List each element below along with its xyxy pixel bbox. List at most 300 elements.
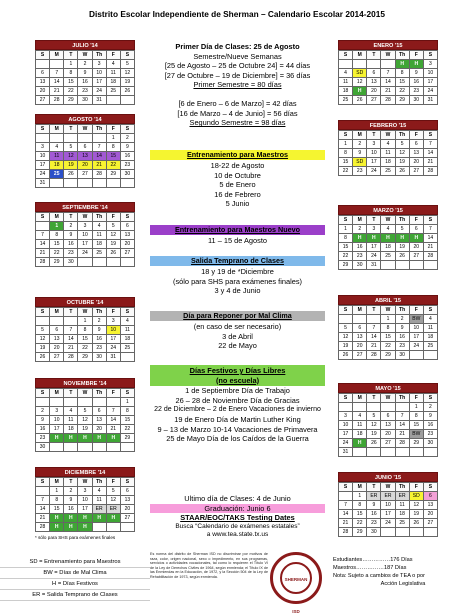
- day-cell: 29: [395, 96, 409, 105]
- day-cell: 16: [409, 78, 423, 87]
- day-cell: H: [50, 514, 64, 523]
- day-cell: 13: [423, 501, 437, 510]
- day-cell: 19: [395, 158, 409, 167]
- weekday-header: M: [353, 306, 367, 315]
- month-grid: [35, 307, 135, 362]
- day-cell: 1: [64, 60, 78, 69]
- day-cell: 27: [367, 96, 381, 105]
- day-cell: 6: [353, 324, 367, 333]
- weekday-header: T: [64, 308, 78, 317]
- day-cell: 1: [50, 222, 64, 231]
- day-cell: 30: [92, 353, 106, 362]
- day-cell: 29: [409, 439, 423, 448]
- legend-item: ER = Salida Temprano de Clases: [0, 590, 150, 601]
- day-cell: [78, 443, 92, 452]
- day-cell: 20: [92, 425, 106, 434]
- day-cell: 1: [409, 403, 423, 412]
- day-cell: 18: [106, 78, 120, 87]
- day-cell: 20: [409, 158, 423, 167]
- day-cell: [78, 258, 92, 267]
- day-cell: 7: [64, 326, 78, 335]
- students-days: Estudiantes……………176 Días: [333, 557, 413, 563]
- teacher-training-heading: Entrenamiento para Maestros: [150, 150, 325, 160]
- training-date: 5 de Enero: [219, 180, 256, 190]
- weekday-header: S: [423, 51, 437, 60]
- day-cell: [423, 448, 437, 457]
- day-cell: 24: [78, 249, 92, 258]
- day-cell: 28: [423, 252, 437, 261]
- weekday-header: M: [50, 213, 64, 222]
- weekday-header: T: [64, 213, 78, 222]
- day-cell: 6: [367, 69, 381, 78]
- weekday-header: Th: [92, 51, 106, 60]
- day-cell: 31: [36, 179, 50, 188]
- day-cell: [409, 261, 423, 270]
- day-cell: 3: [423, 60, 437, 69]
- day-cell: 10: [106, 326, 120, 335]
- month-header: MAYO '15: [338, 383, 438, 393]
- day-cell: [409, 448, 423, 457]
- day-cell: 5: [64, 143, 78, 152]
- day-cell: 15: [78, 335, 92, 344]
- day-cell: 17: [409, 333, 423, 342]
- weekday-header: T: [367, 306, 381, 315]
- weekday-header: F: [409, 131, 423, 140]
- day-cell: 6: [36, 69, 50, 78]
- day-cell: [64, 179, 78, 188]
- day-cell: 7: [423, 225, 437, 234]
- day-cell: [64, 398, 78, 407]
- day-cell: 25: [423, 342, 437, 351]
- calendar-nov14: [35, 378, 135, 452]
- day-cell: 6: [409, 140, 423, 149]
- day-cell: 11: [353, 421, 367, 430]
- day-cell: 2: [395, 315, 409, 324]
- day-cell: 21: [36, 249, 50, 258]
- day-cell: 29: [64, 96, 78, 105]
- day-cell: 20: [50, 344, 64, 353]
- day-cell: ER: [92, 505, 106, 514]
- weekday-header: T: [64, 51, 78, 60]
- legend-item: H = Días Festivos: [0, 579, 150, 590]
- page-title: Distrito Escolar Independiente de Sherman – Calendario Escolar 2014-2015: [88, 9, 386, 19]
- weekday-header: W: [78, 478, 92, 487]
- day-cell: 7: [381, 69, 395, 78]
- day-cell: 11: [339, 78, 353, 87]
- day-cell: [120, 179, 134, 188]
- day-cell: 23: [353, 252, 367, 261]
- day-cell: 1: [353, 492, 367, 501]
- day-cell: 15: [381, 333, 395, 342]
- day-cell: 24: [367, 167, 381, 176]
- day-cell: 3: [50, 407, 64, 416]
- day-cell: 12: [120, 69, 134, 78]
- day-cell: 9: [353, 149, 367, 158]
- day-cell: 5: [367, 412, 381, 421]
- weekday-header: S: [120, 213, 134, 222]
- day-cell: 9: [120, 143, 134, 152]
- day-cell: 1: [339, 225, 353, 234]
- day-cell: 8: [50, 496, 64, 505]
- day-cell: BW: [409, 315, 423, 324]
- day-cell: 23: [92, 344, 106, 353]
- day-cell: 9: [36, 416, 50, 425]
- day-cell: 21: [339, 519, 353, 528]
- month-header: AGOSTO '14: [35, 114, 135, 124]
- day-cell: 1: [50, 487, 64, 496]
- day-cell: ER: [395, 492, 409, 501]
- day-cell: 23: [120, 161, 134, 170]
- day-cell: [106, 398, 120, 407]
- weekday-header: S: [120, 389, 134, 398]
- tea-link[interactable]: a www.tea.state.tx.us: [206, 530, 269, 538]
- day-cell: [50, 60, 64, 69]
- weekday-header: Th: [395, 483, 409, 492]
- day-cell: 25: [92, 249, 106, 258]
- early-release: [150, 256, 325, 296]
- weekday-header: W: [381, 306, 395, 315]
- day-cell: 14: [36, 505, 50, 514]
- day-cell: [367, 60, 381, 69]
- day-cell: 17: [381, 510, 395, 519]
- day-cell: 16: [36, 425, 50, 434]
- weekday-header: Th: [395, 131, 409, 140]
- day-cell: 27: [78, 170, 92, 179]
- day-cell: [36, 398, 50, 407]
- day-cell: 25: [381, 252, 395, 261]
- weekday-header: S: [423, 216, 437, 225]
- weekday-header: S: [36, 478, 50, 487]
- day-cell: [36, 222, 50, 231]
- day-cell: 21: [423, 158, 437, 167]
- weekday-header: Th: [92, 308, 106, 317]
- day-cell: 29: [339, 261, 353, 270]
- day-cell: 6: [78, 143, 92, 152]
- weekday-header: W: [78, 213, 92, 222]
- day-cell: 19: [339, 342, 353, 351]
- day-cell: 13: [120, 496, 134, 505]
- day-cell: 22: [64, 87, 78, 96]
- day-cell: 23: [395, 342, 409, 351]
- day-cell: 10: [78, 231, 92, 240]
- month-grid: [338, 130, 438, 176]
- calendar-feb15: [338, 120, 438, 176]
- day-cell: 5: [106, 487, 120, 496]
- training-date: 16 de Febrero: [214, 189, 261, 199]
- month-header: DICIEMBRE '14: [35, 467, 135, 477]
- day-cell: 4: [353, 412, 367, 421]
- last-day-text: Ultimo día de Clases: 4 de Junio: [184, 494, 291, 503]
- day-cell: 26: [64, 170, 78, 179]
- day-cell: [339, 60, 353, 69]
- holiday-item: 25 de Mayo Día de los Caídos de la Guerra: [166, 434, 309, 444]
- day-cell: 3: [367, 140, 381, 149]
- legend: [0, 557, 150, 601]
- day-cell: 18: [381, 243, 395, 252]
- day-cell: 17: [367, 243, 381, 252]
- month-header: JUNIO '15: [338, 472, 438, 482]
- day-cell: 12: [339, 333, 353, 342]
- day-cell: 9: [92, 326, 106, 335]
- day-cell: [120, 523, 134, 532]
- day-cell: 16: [92, 335, 106, 344]
- day-cell: 16: [120, 152, 134, 161]
- weekday-header: F: [106, 389, 120, 398]
- weekday-header: M: [353, 394, 367, 403]
- day-cell: 21: [423, 243, 437, 252]
- day-cell: 6: [50, 326, 64, 335]
- day-cell: 15: [395, 78, 409, 87]
- weather-note: (en caso de ser necesario): [193, 322, 282, 331]
- day-cell: 26: [36, 353, 50, 362]
- early-release-note: (sólo para SHS para exámenes finales): [173, 276, 302, 286]
- weekday-header: M: [50, 125, 64, 134]
- day-cell: [50, 134, 64, 143]
- day-cell: [353, 60, 367, 69]
- day-cell: 24: [106, 344, 120, 353]
- day-cell: 26: [339, 351, 353, 360]
- day-cell: 6: [120, 222, 134, 231]
- day-cell: 12: [106, 496, 120, 505]
- day-cell: 5: [395, 225, 409, 234]
- weekday-header: F: [106, 51, 120, 60]
- day-cell: 28: [36, 523, 50, 532]
- weekday-header: M: [353, 131, 367, 140]
- weekday-header: S: [339, 394, 353, 403]
- day-cell: SD: [353, 69, 367, 78]
- day-cell: 28: [92, 170, 106, 179]
- period-1: [25 de Agosto – 25 de Octubre 24] = 44 días: [164, 61, 311, 71]
- weekday-header: Th: [92, 478, 106, 487]
- day-cell: 12: [353, 78, 367, 87]
- day-cell: [64, 317, 78, 326]
- day-cell: H: [50, 523, 64, 532]
- day-cell: 26: [395, 167, 409, 176]
- weekday-header: T: [367, 216, 381, 225]
- day-cell: [381, 261, 395, 270]
- day-cell: 19: [409, 510, 423, 519]
- day-cell: [353, 448, 367, 457]
- day-cell: 22: [339, 252, 353, 261]
- day-cell: H: [78, 434, 92, 443]
- day-cell: 31: [423, 96, 437, 105]
- day-cell: [353, 403, 367, 412]
- weekday-header: S: [120, 478, 134, 487]
- day-cell: 20: [353, 342, 367, 351]
- day-cell: 4: [423, 315, 437, 324]
- calendar-mar15: [338, 205, 438, 270]
- day-cell: 23: [78, 87, 92, 96]
- day-cell: 29: [120, 434, 134, 443]
- day-cell: [423, 261, 437, 270]
- day-cell: 5: [120, 60, 134, 69]
- day-cell: 13: [381, 421, 395, 430]
- day-cell: 19: [120, 78, 134, 87]
- training-date: 18-22 de Agosto: [210, 161, 265, 170]
- day-cell: 25: [381, 167, 395, 176]
- calendar-jul14: [35, 40, 135, 105]
- period-2: [27 de Octubre – 19 de Diciembre] = 36 días: [164, 70, 311, 80]
- graduation-text: Graduación: Junio 6: [150, 504, 325, 514]
- day-cell: 8: [50, 231, 64, 240]
- day-cell: 3: [78, 222, 92, 231]
- weekday-header: W: [78, 125, 92, 134]
- day-cell: 14: [367, 333, 381, 342]
- nondiscrimination-statement: Es norma del distrito de Sherman ISD no discriminar por motivos de raza, color, origen nacional, sexo o impedimento, en sus programas, servicios o actividades vocacionales, tal como lo requieren el Título VI de la Ley de Derechos Civiles de 1964, según enmienda; el Título IX de las Enmiendas en la Educación, de 1972, y la Sección 504 de la Ley de Rehabilitación de 1973, según enmienda.: [150, 552, 268, 579]
- day-cell: 17: [92, 78, 106, 87]
- day-cell: [395, 448, 409, 457]
- day-cell: 23: [353, 167, 367, 176]
- day-cell: 4: [92, 222, 106, 231]
- day-cell: 15: [50, 505, 64, 514]
- day-cell: ER: [381, 492, 395, 501]
- day-cell: 3: [78, 487, 92, 496]
- day-cell: 19: [106, 240, 120, 249]
- day-cell: 6: [381, 412, 395, 421]
- day-cell: H: [64, 523, 78, 532]
- weekday-header: W: [78, 389, 92, 398]
- weekday-header: S: [339, 483, 353, 492]
- day-cell: [423, 351, 437, 360]
- weekday-header: S: [36, 51, 50, 60]
- day-cell: 11: [423, 324, 437, 333]
- month-header: SEPTIEMBRE '14: [35, 202, 135, 212]
- day-cell: 7: [36, 231, 50, 240]
- weekday-header: F: [409, 483, 423, 492]
- day-cell: 19: [64, 161, 78, 170]
- weekday-header: M: [353, 51, 367, 60]
- day-cell: 20: [120, 240, 134, 249]
- day-cell: 3: [106, 317, 120, 326]
- day-cell: 20: [78, 161, 92, 170]
- day-cell: [36, 60, 50, 69]
- training-date: 5 Junio: [225, 199, 250, 209]
- day-cell: 2: [120, 134, 134, 143]
- day-cell: 23: [367, 519, 381, 528]
- day-cell: 22: [353, 519, 367, 528]
- day-cell: 17: [36, 161, 50, 170]
- day-cell: 4: [92, 487, 106, 496]
- day-cell: 28: [64, 353, 78, 362]
- weekday-header: S: [339, 131, 353, 140]
- day-cell: 8: [64, 69, 78, 78]
- weekday-header: F: [106, 308, 120, 317]
- day-cell: 18: [423, 333, 437, 342]
- day-cell: 15: [64, 78, 78, 87]
- day-cell: 21: [395, 430, 409, 439]
- day-cell: 30: [120, 170, 134, 179]
- month-header: OCTUBRE '14: [35, 297, 135, 307]
- day-cell: 18: [64, 425, 78, 434]
- day-cell: 7: [92, 143, 106, 152]
- day-cell: 22: [120, 425, 134, 434]
- holiday-item: 22 de Diciembre – 2 de Enero Vacaciones de invierno: [154, 406, 321, 414]
- day-cell: 1: [106, 134, 120, 143]
- day-cell: [36, 317, 50, 326]
- day-cell: 11: [395, 501, 409, 510]
- weekday-header: Th: [395, 216, 409, 225]
- day-cell: 20: [367, 87, 381, 96]
- day-cell: 18: [339, 87, 353, 96]
- teacher-training: [150, 150, 325, 209]
- month-grid: [338, 482, 438, 537]
- weekday-header: S: [36, 213, 50, 222]
- month-grid: [35, 477, 135, 532]
- day-cell: 14: [92, 152, 106, 161]
- day-cell: 18: [353, 430, 367, 439]
- day-cell: [120, 353, 134, 362]
- weekday-header: W: [381, 216, 395, 225]
- day-cell: 28: [381, 96, 395, 105]
- day-cell: [106, 443, 120, 452]
- day-cell: 22: [395, 87, 409, 96]
- weekday-header: T: [64, 478, 78, 487]
- day-cell: 29: [353, 528, 367, 537]
- day-cell: 18: [50, 161, 64, 170]
- day-cell: 22: [339, 167, 353, 176]
- day-cell: 4: [381, 140, 395, 149]
- day-cell: 10: [50, 416, 64, 425]
- day-cell: 13: [78, 152, 92, 161]
- day-cell: 1: [381, 315, 395, 324]
- day-cell: 27: [120, 514, 134, 523]
- day-cell: H: [409, 60, 423, 69]
- day-cell: 30: [36, 443, 50, 452]
- day-cell: 26: [120, 87, 134, 96]
- day-cell: 14: [423, 234, 437, 243]
- teachers-days: Maestros……………187 Días: [333, 565, 407, 571]
- month-grid: [35, 124, 135, 188]
- weekday-header: F: [106, 478, 120, 487]
- day-cell: 7: [423, 140, 437, 149]
- day-cell: 23: [64, 249, 78, 258]
- weekday-header: S: [423, 483, 437, 492]
- day-cell: [367, 403, 381, 412]
- day-cell: [120, 96, 134, 105]
- legend-item: SD = Entrenamiento para Maestros: [0, 557, 150, 568]
- day-cell: [339, 403, 353, 412]
- day-cell: 5: [395, 140, 409, 149]
- day-cell: 11: [381, 149, 395, 158]
- calendar-apr15: [338, 295, 438, 360]
- day-cell: 19: [367, 430, 381, 439]
- day-cell: 9: [423, 412, 437, 421]
- day-cell: 16: [78, 78, 92, 87]
- shs-footnote: * sólo para SHS para exámenes finales: [35, 535, 116, 540]
- holiday-item: 26 – 28 de Noviembre Día de Gracias: [175, 395, 300, 405]
- day-cell: [381, 528, 395, 537]
- day-cell: [106, 96, 120, 105]
- day-cell: 20: [423, 510, 437, 519]
- day-cell: 27: [50, 353, 64, 362]
- day-cell: 2: [64, 487, 78, 496]
- day-cell: 12: [409, 501, 423, 510]
- semester-heading: Semestre/Nueve Semanas: [193, 51, 282, 61]
- day-cell: 19: [78, 425, 92, 434]
- weekday-header: S: [120, 308, 134, 317]
- day-cell: H: [50, 434, 64, 443]
- day-cell: 8: [409, 412, 423, 421]
- day-cell: 28: [395, 439, 409, 448]
- day-cell: 24: [423, 87, 437, 96]
- day-cell: 26: [367, 439, 381, 448]
- day-cell: 20: [36, 87, 50, 96]
- day-cell: H: [395, 234, 409, 243]
- day-cell: 8: [339, 234, 353, 243]
- day-cell: 3: [339, 412, 353, 421]
- day-cell: H: [64, 514, 78, 523]
- day-cell: [92, 523, 106, 532]
